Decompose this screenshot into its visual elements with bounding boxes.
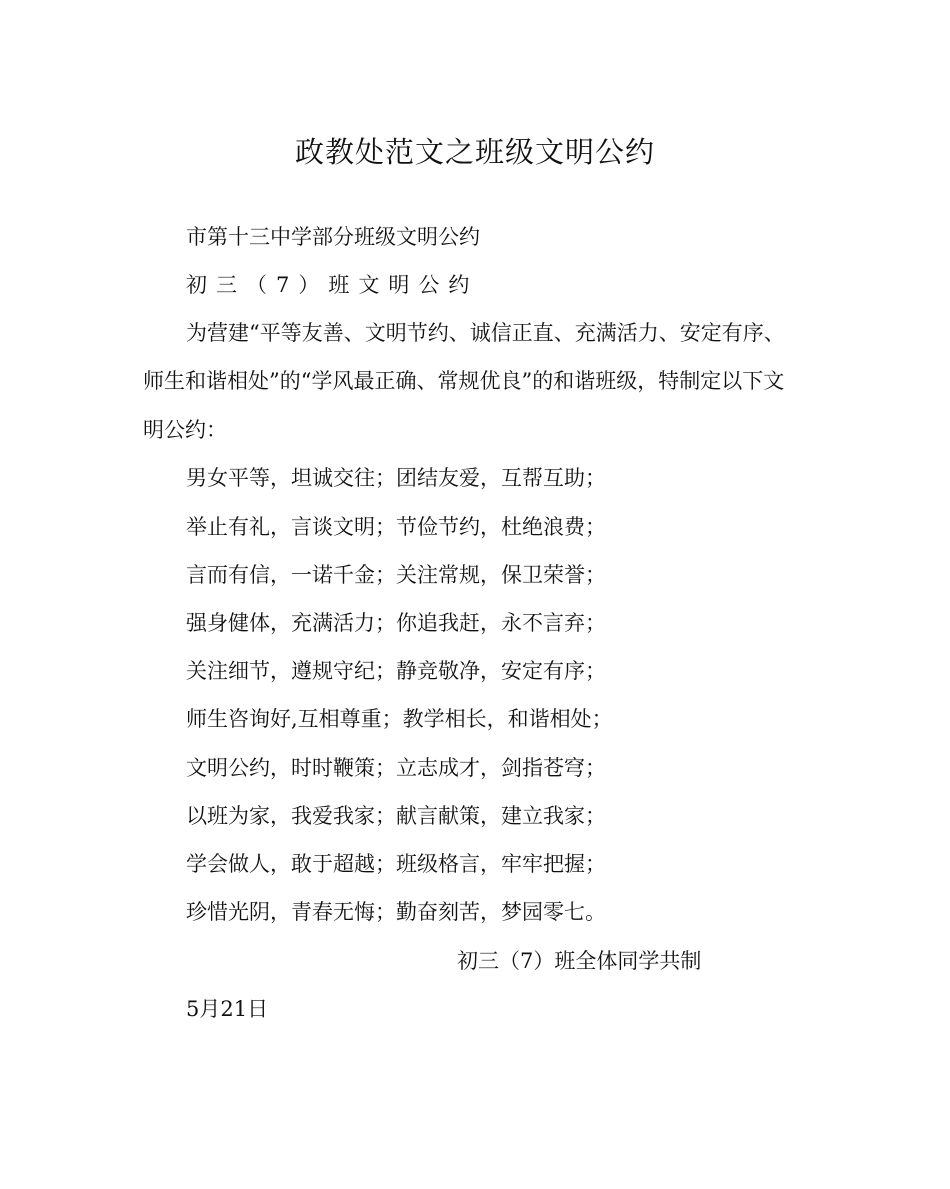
- date: 5月21日: [186, 997, 269, 1021]
- intro-line-1: 为营建“平等友善、文明节约、诚信正直、充满活力、安定有序、: [186, 321, 785, 345]
- class-heading: 初三（7）班文明公约: [186, 273, 479, 297]
- pledge-line-10: 珍惜光阴，青春无悔；勤奋刻苦，梦园零七。: [186, 900, 606, 924]
- pledge-line-5: 关注细节，遵规守纪；静竞敬净，安定有序；: [186, 659, 606, 683]
- page-title: 政教处范文之班级文明公约: [294, 135, 655, 169]
- pledge-line-6: 师生咨询好,互相尊重；教学相长，和谐相处；: [186, 707, 613, 731]
- pledge-line-1: 男女平等，坦诚交往；团结友爱，互帮互助；: [186, 466, 606, 490]
- pledge-line-4: 强身健体，充满活力；你追我赶，永不言弃；: [186, 611, 606, 635]
- signature: 初三（7）班全体同学共制: [457, 949, 702, 973]
- pledge-line-7: 文明公约，时时鞭策；立志成才，剑指苍穹；: [186, 756, 606, 780]
- intro-line-2: 师生和谐相处”的“学风最正确、常规优良”的和谐班级，特制定以下文: [143, 369, 785, 393]
- intro-line-3: 明公约：: [143, 418, 227, 442]
- subtitle: 市第十三中学部分班级文明公约: [186, 225, 480, 249]
- pledge-line-8: 以班为家，我爱我家；献言献策，建立我家；: [186, 804, 606, 828]
- pledge-line-3: 言而有信，一诺千金；关注常规，保卫荣誉；: [186, 563, 606, 587]
- pledge-line-2: 举止有礼，言谈文明；节俭节约，杜绝浪费；: [186, 515, 606, 539]
- pledge-line-9: 学会做人，敢于超越；班级格言，牢牢把握；: [186, 852, 606, 876]
